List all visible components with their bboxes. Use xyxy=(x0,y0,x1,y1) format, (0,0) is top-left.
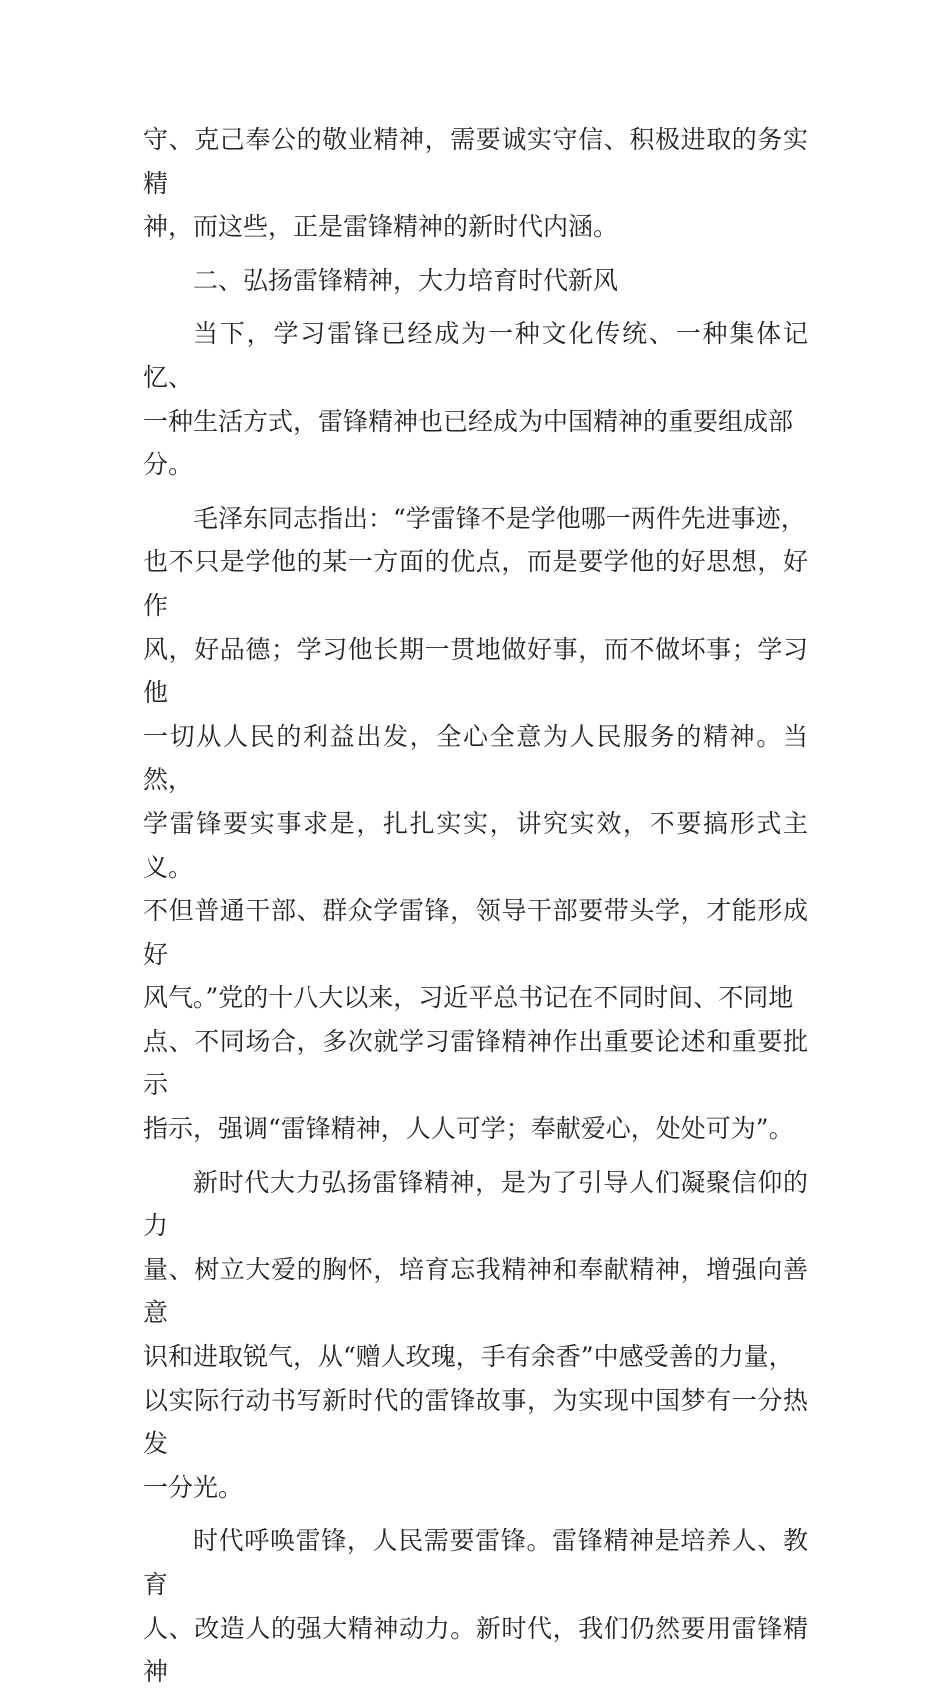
paragraph-continuation: 守、克己奉公的敬业精神，需要诚实守信、积极进取的务实精 神，而这些，正是雷锋精神的新时代内涵。 xyxy=(143,125,808,242)
paragraph-gap xyxy=(143,1509,808,1519)
paragraph: 时代呼唤雷锋，人民需要雷锋。雷锋精神是培养人、教育 人、改造人的强大精神动力。新时代，我们仍然要用雷锋精神 xyxy=(143,1526,808,1687)
paragraph-gap xyxy=(143,487,808,497)
paragraph-gap xyxy=(143,1151,808,1161)
paragraph: 新时代大力弘扬雷锋精神，是为了引导人们凝聚信仰的力 量、树立大爱的胸怀，培育忘我精神和奉献精神，增强向善意 识和进取锐气，从“赠人玫瑰，手有余香”中感受善的力量， 以实际行动书写新时代的雷锋故事，为实现中国梦有一分热发 一分光。 xyxy=(143,1167,808,1502)
paragraph: 当下，学习雷锋已经成为一种文化传统、一种集体记忆、 一种生活方式，雷锋精神也已经成为中国精神的重要组成部 分。 xyxy=(143,319,808,480)
paragraph-gap xyxy=(143,249,808,259)
paragraph-gap xyxy=(143,302,808,312)
section-heading: 二、弘扬雷锋精神，大力培育时代新风 xyxy=(193,265,619,295)
paragraph-quote: 毛泽东同志指出：“学雷锋不是学他哪一两件先进事迹， 也不只是学他的某一方面的优点，而是要学他的好思想，好作 风，好品德；学习他长期一贯地做好事，而不做坏事；学习他 一切从人民的利益出发，全心全意为人民服务的精神。当然， 学雷锋要实事求是，扎扎实实，讲究实效，不要搞形式主义。 不但普通干部、群众学雷锋，领导干部要带头学，才能形成好 风气。”党的十八大以来，习近平总书记在不同时间、不同地 点、不同场合，多次就学习雷锋精神作出重要论述和重要批示 指示，强调“雷锋精神，人人可学；奉献爱心，处处可为”。 xyxy=(143,503,808,1144)
document-body xyxy=(143,118,808,1694)
